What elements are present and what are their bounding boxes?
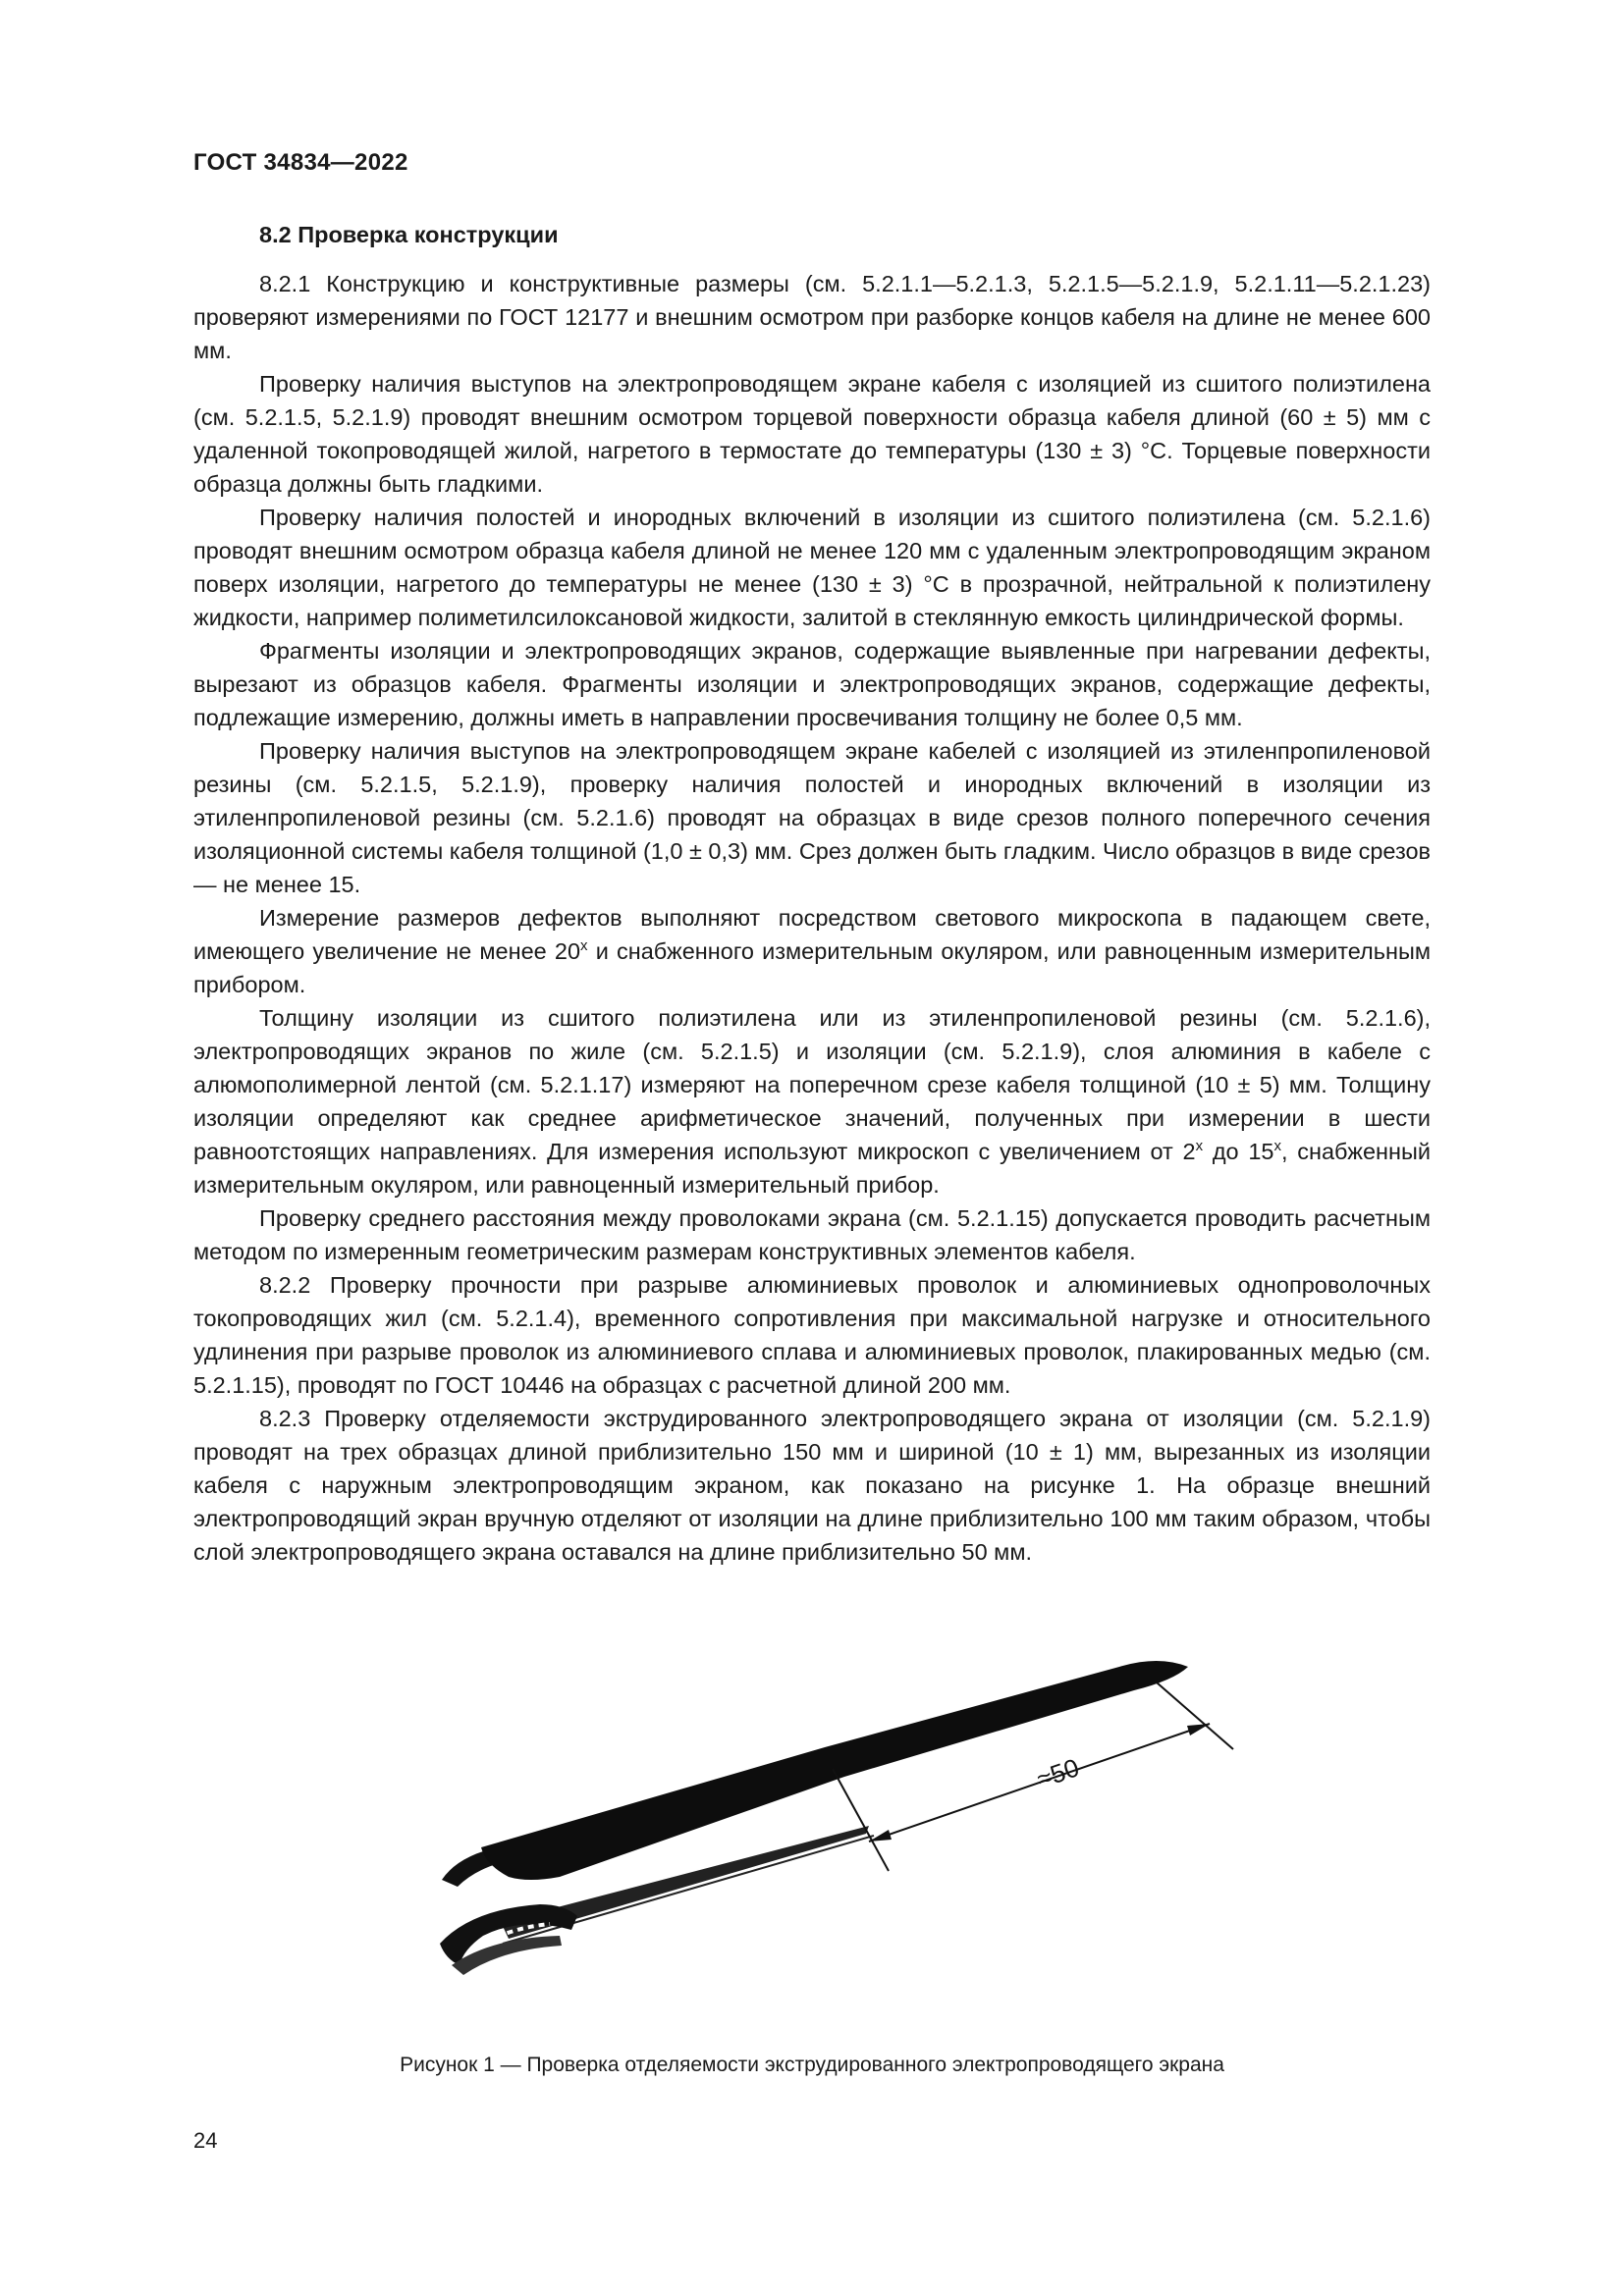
paragraph: 8.2.1 Конструкцию и конструктивные размеры (см. 5.2.1.1—5.2.1.3, 5.2.1.5—5.2.1.9, 5.2.1.11—5.2.1.23) проверяют измерениями по ГОСТ 12177 и внешним осмотром при разборке концов кабеля на длине не менее 600 мм. <box>193 271 1431 363</box>
dimension-extension-line <box>1157 1682 1233 1749</box>
paragraph: Проверку наличия выступов на электропроводящем экране кабелей с изоляцией из этиленпропиленовой резины (см. 5.2.1.5, 5.2.1.9), проверку наличия полостей и инородных включений в изоляции из этиленпропиленовой резины (см. 5.2.1.6) проводят на образцах в виде срезов полного поперечного сечения изоляционной системы кабеля толщиной (1,0 ± 0,3) мм. Срез должен быть гладким. Число образцов в виде срезов — не менее 15. <box>193 738 1432 897</box>
paragraph: Фрагменты изоляции и электропроводящих экранов, содержащие выявленные при нагревании дефекты, вырезают из образцов кабеля. Фрагменты изоляции и электропроводящих экранов, содержащие дефекты, подлежащие измерению, должны иметь в направлении просвечивания толщину не более 0,5 мм. <box>193 638 1431 730</box>
dimension-extension-line <box>833 1769 889 1871</box>
figure-1-drawing <box>412 1659 1276 2012</box>
figure-caption: Рисунок 1 — Проверка отделяемости экструдированного электропроводящего экрана <box>400 2054 1224 2076</box>
text-run: Измерение размеров дефектов выполняют посредством светового микроскопа в падающем свете, имеющего увеличение не менее 20 <box>193 905 1431 964</box>
paragraph: Проверку наличия полостей и инородных включений в изоляции из сшитого полиэтилена (см. 5.2.1.6) проводят внешним осмотром образца кабеля длиной не менее 120 мм с удаленным электропроводящим экраном поверх изоляции, нагретого до температуры не менее (130 ± 3) °С в прозрачной, нейтральной к полиэтилену жидкости, например полиметилсилоксановой жидкости, залитой в стеклянную емкость цилиндрической формы. <box>193 505 1431 630</box>
dimension-label: ≈50 <box>1033 1752 1083 1794</box>
paragraph: 8.2.2 Проверку прочности при разрыве алюминиевых проволок и алюминиевых однопроволочных токопроводящих жил (см. 5.2.1.4), временного сопротивления при максимальной нагрузке и относительного удлинения при разрыве проволок из алюминиевого сплава и алюминиевых проволок, плакированных медью (см. 5.2.1.15), проводят по ГОСТ 10446 на образцах с расчетной длиной 200 мм. <box>193 1272 1431 1398</box>
paragraph: Проверку наличия выступов на электропроводящем экране кабеля с изоляцией из сшитого полиэтилена (см. 5.2.1.5, 5.2.1.9) проводят внешним осмотром торцевой поверхности образца кабеля длиной (60 ± 5) мм с удаленной токопроводящей жилой, нагретого в термостате до температуры (130 ± 3) °С. Торцевые поверхности образца должны быть гладкими. <box>193 371 1431 497</box>
text-run: Толщину изоляции из сшитого полиэтилена или из этиленпропиленовой резины (см. 5.2.1.6), электропроводящих экранов по жиле (см. 5.2.1.5) и изоляции (см. 5.2.1.9), слоя алюминия в кабеле с алюмополимерной лентой (см. 5.2.1.17) измеряют на поперечном срезе кабеля толщиной (10 ± 5) мм. Толщину изоляции определяют как среднее арифметическое значений, полученных при измерении в шести равноотстоящих направлениях. Для измерения используют микроскоп с увеличением от 2 <box>193 1005 1431 1164</box>
paragraph <box>193 901 1431 1001</box>
paragraph <box>193 1001 1431 1201</box>
main-content <box>193 218 1431 1569</box>
superscript: х <box>1273 1138 1281 1155</box>
document-header: ГОСТ 34834—2022 <box>193 149 408 176</box>
superscript: х <box>1195 1138 1204 1155</box>
text-run: и снабженного измерительным окуляром, или равноценным измерительным прибором. <box>193 938 1431 997</box>
superscript: х <box>580 937 588 955</box>
page-number: 24 <box>193 2128 218 2153</box>
text-run: до 15 <box>1203 1139 1274 1164</box>
text-run: , снабженный измерительным окуляром, или равноценный измерительный прибор. <box>193 1139 1431 1198</box>
paragraph: 8.2.3 Проверку отделяемости экструдированного электропроводящего экрана от изоляции (см. 5.2.1.9) проводят на трех образцах длиной приблизительно 150 мм и шириной (10 ± 1) мм, вырезанных из изоляции кабеля с наружным электропроводящим экраном, как показано на рисунке 1. На образце внешний электропроводящий экран вручную отделяют от изоляции на длине приблизительно 100 мм таким образом, чтобы слой электропроводящего экрана оставался на длине приблизительно 50 мм. <box>193 1406 1431 1565</box>
dimension-arrowhead <box>1187 1724 1210 1735</box>
paragraph: Проверку среднего расстояния между проволоками экрана (см. 5.2.1.15) допускается проводить расчетным методом по измеренным геометрическим размерам конструктивных элементов кабеля. <box>193 1205 1431 1264</box>
section-title: 8.2 Проверка конструкции <box>259 222 559 247</box>
